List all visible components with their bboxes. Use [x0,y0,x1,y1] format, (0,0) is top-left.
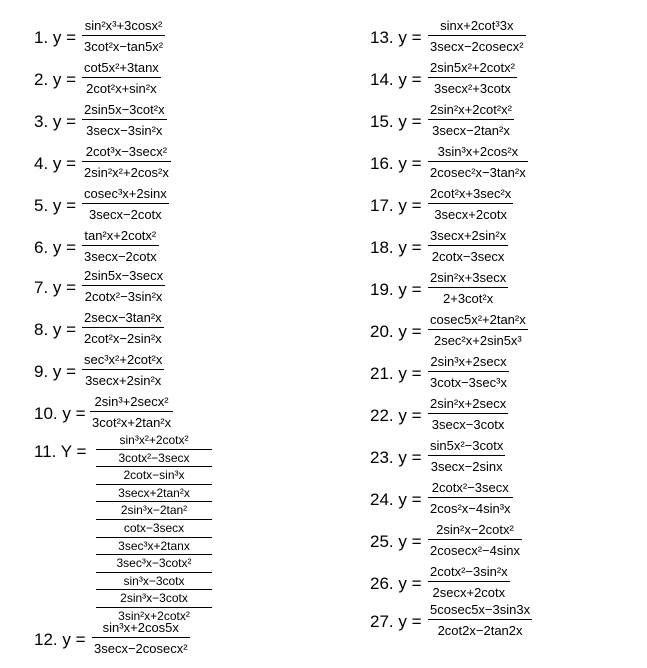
fraction [82,350,164,390]
problem-label: 2. y = [34,70,77,89]
problem-label: 23. y = [370,448,422,467]
denominator: 3secx+2cotx [428,203,513,224]
fraction [428,352,509,392]
denominator: 2secx+2cotx [428,581,510,602]
fraction-line: cotx−3secx [96,520,212,538]
problem-label: 7. y = [34,278,77,297]
denominator: 3cot²x+2tan²x [90,411,173,432]
denominator: 2sec²x+2sin5x³ [428,329,528,350]
problem-label: 14. y = [370,70,422,89]
numerator: sinx+2cot³3x [440,18,514,33]
fraction-line: 2sin³x−2tan² [96,502,212,520]
numerator: 2sin5x²+2cotx² [430,60,515,75]
problem-label: 20. y = [370,322,422,341]
fraction [90,392,173,432]
problem-label: 16. y = [370,154,422,173]
denominator: 2sin²x²+2cos²x [82,161,171,182]
numerator: cosec³x+2sinx [84,186,167,201]
numerator: 2sin²x−2cotx² [436,522,514,537]
numerator: 5cosec5x−3sin3x [430,602,531,617]
problem-label: 10. y = [34,404,86,423]
denominator: 2cot2x−2tan2x [428,619,532,640]
problem-label: 27. y = [370,612,422,631]
numerator: 2cotx²−3sin²x [430,564,508,579]
denominator: 3secx−3sin²x [82,119,167,140]
problem-label: 19. y = [370,280,422,299]
numerator: 2cotx²−3secx [431,480,509,495]
problem-label: 13. y = [370,28,422,47]
denominator: 3cotx−3sec³x [428,371,509,392]
fraction-line: 2cotx−sin³x [96,467,212,485]
numerator: 2sin5x−3secx [84,268,164,283]
numerator: 2sin²x+3secx [430,270,507,285]
problem-label: 22. y = [370,406,422,425]
problem-label: 6. y = [34,238,77,257]
problem-label: 1. y = [34,28,77,47]
fraction [428,58,517,98]
numerator: 2sin²x+2cot²x² [430,102,512,117]
denominator: 2+3cot²x [428,287,508,308]
numerator: sec³x²+2cot²x [84,352,163,367]
denominator: 2cot²x+sin²x [82,77,161,98]
fraction [82,184,169,224]
denominator: 3secx−2tan²x [428,119,514,140]
fraction [92,618,190,658]
fraction-line: 2sin³x−3cotx [96,590,212,608]
numerator: 2sin5x−3cot²x [84,102,165,117]
numerator: cosec5x²+2tan²x [430,312,526,327]
fraction [428,16,526,56]
fraction [428,562,510,602]
denominator: 2cot²x−2sin²x [82,327,164,348]
fraction-line: sin³x²+2cotx² [96,432,212,450]
denominator: 3secx−2sinx [428,455,505,476]
denominator: 2cosec²x−3tan²x [428,161,528,182]
denominator: 3secx+2sin²x [82,369,164,390]
denominator: 3secx−2cosecx² [428,35,526,56]
fraction [428,184,513,224]
numerator: sin²x³+3cosx² [84,18,163,33]
fraction [82,266,165,306]
denominator: 3secx−2cotx [82,203,169,224]
fraction [82,226,159,266]
problem-label: 9. y = [34,362,77,381]
fraction [82,58,161,98]
problem-label: 21. y = [370,364,422,383]
problem-label: 8. y = [34,320,77,339]
numerator: tan²x+2cotx² [84,228,157,243]
problem-label: 25. y = [370,532,422,551]
denominator: 3secx−3cotx [428,413,508,434]
numerator: 3sin³x+2cos²x [437,144,519,159]
fraction-line: sin³x−3cotx [96,573,212,591]
fraction-line: 3sec³x−3cotx² [96,555,212,573]
numerator: sin5x²−3cotx [430,438,504,453]
denominator: 3secx−2cosecx² [92,637,190,658]
fraction [428,100,514,140]
problem-label: 5. y = [34,196,77,215]
fraction [428,478,513,518]
problem-label: 11. Y = [34,442,87,461]
numerator: 3secx+2sin²x [430,228,507,243]
fraction [428,520,522,560]
numerator: 2cot³x−3secx² [85,144,168,159]
problem-label: 12. y = [34,630,86,649]
fraction-line: 3cotx²−3secx [96,450,212,468]
fraction-line: 3secx+2tan²x [96,485,212,503]
denominator: 3cot²x−tan5x² [82,35,165,56]
problem-label: 4. y = [34,154,77,173]
problem-label: 24. y = [370,490,422,509]
numerator: cot5x²+3tanx [84,60,159,75]
fraction [428,310,528,350]
numerator: 2sin³x+2secx [430,354,507,369]
numerator: 2cot²x+3sec²x [430,186,512,201]
fraction [428,394,508,434]
problem-label: 18. y = [370,238,422,257]
fraction [428,142,528,182]
stacked-fraction [96,432,212,625]
problem-label: 26. y = [370,574,422,593]
denominator: 3secx−2cotx [82,245,159,266]
denominator: 2cotx²−3sin²x [82,285,165,306]
fraction [428,268,508,308]
fraction [82,308,164,348]
problem-label: 3. y = [34,112,77,131]
fraction [82,100,167,140]
numerator: sin³x+2cos5x [102,620,179,635]
denominator: 3secx²+3cotx [428,77,517,98]
numerator: 2sin³+2secx² [94,394,169,409]
denominator: 2cosecx²−4sinx [428,539,522,560]
fraction [428,226,508,266]
problem-label: 17. y = [370,196,422,215]
numerator: 2sin²x+2secx [430,396,507,411]
fraction [428,600,532,640]
fraction-line: 3sin²x+2cotx² [118,608,190,623]
fraction [82,142,171,182]
denominator: 2cotx−3secx [428,245,508,266]
numerator: 2secx−3tan²x [84,310,162,325]
fraction [428,436,505,476]
fraction [82,16,165,56]
denominator: 2cos²x−4sin³x [428,497,513,518]
fraction-line: 3sec³x+2tanx [96,538,212,556]
problem-label: 15. y = [370,112,422,131]
